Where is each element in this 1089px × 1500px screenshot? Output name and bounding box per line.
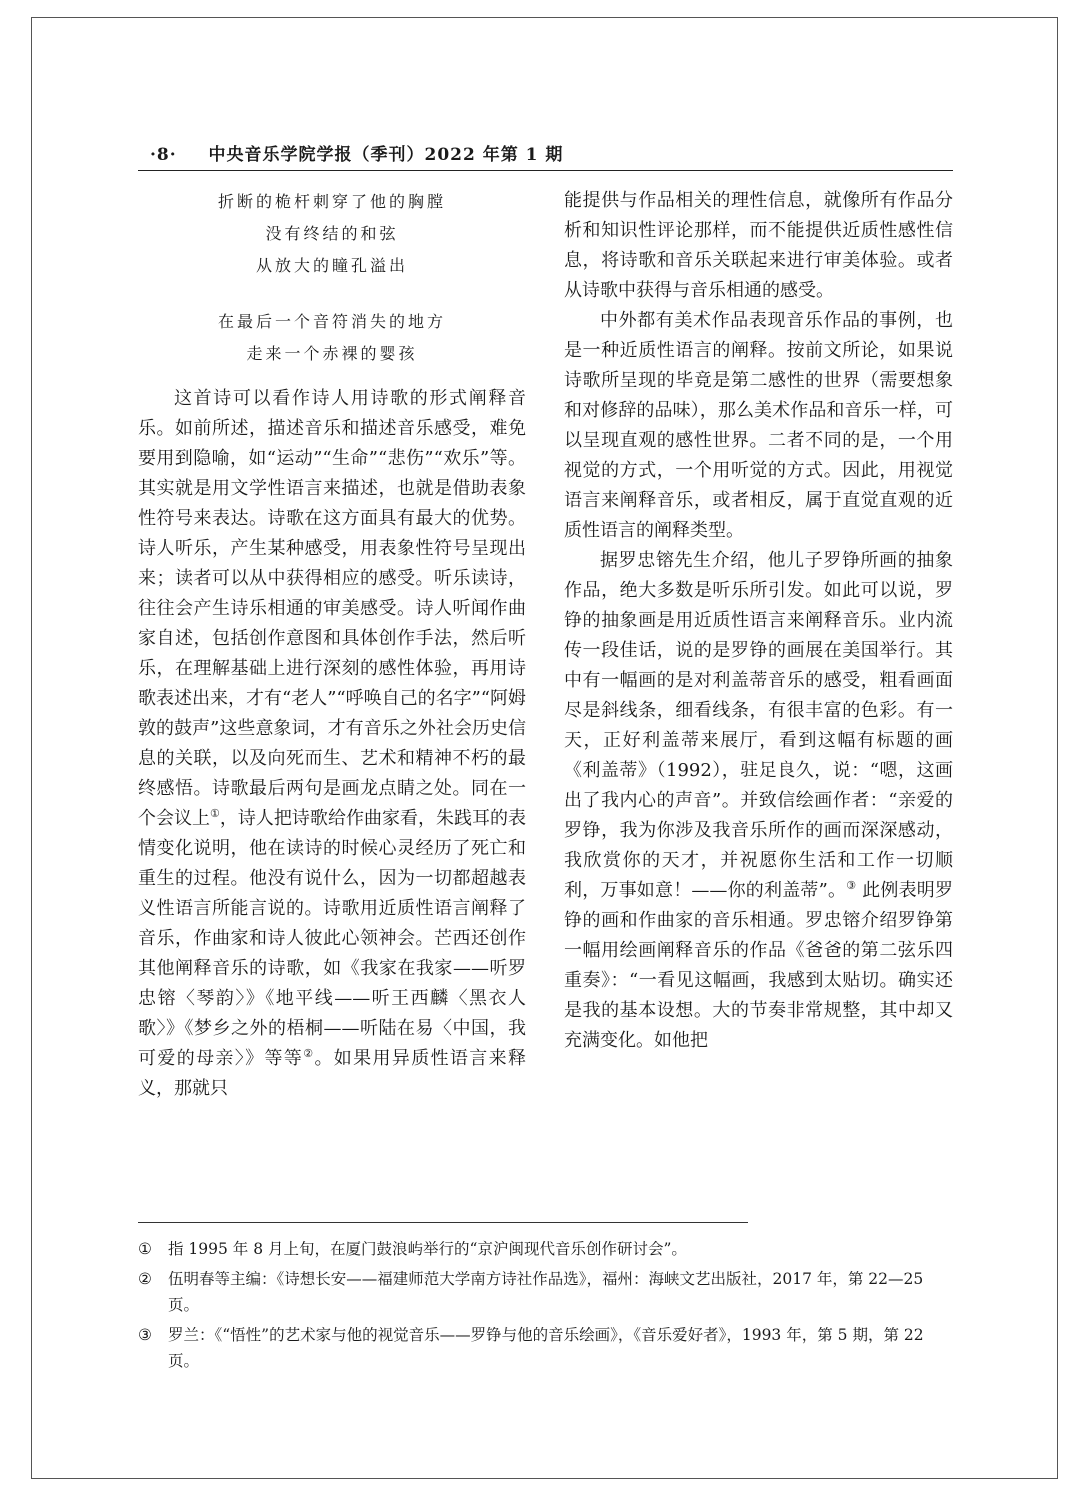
footnote-mark: ① [138, 1240, 152, 1258]
footnote-mark: ③ [138, 1326, 152, 1344]
poem-line: 走来一个赤裸的婴孩 [246, 344, 418, 363]
page-number: ·8· [150, 145, 177, 165]
footnote-text: 伍明春等主编：《诗想长安——福建师范大学南方诗社作品选》，福州：海峡文艺出版社，2017 年，第 22—25 页。 [168, 1270, 924, 1314]
poem [138, 186, 526, 370]
header-rule [138, 170, 953, 171]
running-header [150, 140, 563, 165]
right-column [564, 186, 953, 1056]
footnote-text: 罗兰：《“悟性”的艺术家与他的视觉音乐——罗铮与他的音乐绘画》，《音乐爱好者》，1993 年，第 5 期，第 22 页。 [168, 1326, 924, 1370]
body-paragraph: 这首诗可以看作诗人用诗歌的形式阐释音乐。如前所述，描述音乐和描述音乐感受，难免要用到隐喻，如“运动”“生命”“悲伤”“欢乐”等。其实就是用文学性语言来描述，也就是借助表象性符号来表达。诗歌在这方面具有最大的优势。诗人听乐，产生某种感受，用表象性符号呈现出来；读者可以从中获得相应的感受。听乐读诗，往往会产生诗乐相通的审美感受。诗人听闻作曲家自述，包括创作意图和具体创作手法，然后听乐，在理解基础上进行深刻的感性体验，再用诗歌表述出来，才有“老人”“呼唤自己的名字”“阿姆敦的鼓声”这些意象词，才有音乐之外社会历史信息的关联，以及向死而生、艺术和精神不朽的最终感悟。诗歌最后两句是画龙点睛之处。同在一个会议上①，诗人把诗歌给作曲家看，朱践耳的表情变化说明，他在读诗的时候心灵经历了死亡和重生的过程。他没有说什么，因为一切都超越表义性语言所能言说的。诗歌用近质性语言阐释了音乐，作曲家和诗人彼此心领神会。芒西还创作其他阐释音乐的诗歌，如《我家在我家——听罗忠镕〈琴韵〉》《地平线——听王西麟〈黑衣人歌〉》《梦乡之外的梧桐——听陆在易〈中国，我可爱的母亲〉》等等②。如果用异质性语言来释义，那就只 [138, 388, 527, 1099]
footnote-ref[interactable]: ① [210, 807, 220, 820]
journal-title: 中央音乐学院学报（季刊）2022 年第 1 期 [208, 145, 564, 165]
body-paragraph: 能提供与作品相关的理性信息，就像所有作品分析和知识性评论那样，而不能提供近质性感性信息，将诗歌和音乐关联起来进行审美体验。或者从诗歌中获得与音乐相通的感受。 [564, 190, 953, 301]
footnote-text: 指 1995 年 8 月上旬，在厦门鼓浪屿举行的“京沪闽现代音乐创作研讨会”。 [168, 1240, 687, 1258]
left-column [138, 186, 526, 1104]
footnote-ref[interactable]: ② [303, 1047, 315, 1060]
poem-line: 在最后一个音符消失的地方 [217, 312, 446, 331]
footnotes [138, 1236, 953, 1378]
footnote-rule [138, 1222, 748, 1223]
footnote [138, 1322, 953, 1374]
body-paragraph: 中外都有美术作品表现音乐作品的事例，也是一种近质性语言的阐释。按前文所论，如果说诗歌所呈现的毕竟是第二感性的世界（需要想象和对修辞的品味），那么美术作品和音乐一样，可以呈现直观的感性世界。二者不同的是，一个用视觉的方式，一个用听觉的方式。因此，用视觉语言来阐释音乐，或者相反，属于直觉直观的近质性语言的阐释类型。 [564, 310, 953, 541]
poem-line: 没有终结的和弦 [265, 224, 399, 243]
footnote-ref[interactable]: ③ [846, 879, 857, 892]
footnote [138, 1266, 953, 1318]
poem-line: 折断的桅杆刺穿了他的胸膛 [217, 192, 446, 211]
footnote-mark: ② [138, 1270, 152, 1288]
poem-line: 从放大的瞳孔溢出 [255, 256, 408, 275]
footnote [138, 1236, 953, 1262]
body-paragraph: 据罗忠镕先生介绍，他儿子罗铮所画的抽象作品，绝大多数是听乐所引发。如此可以说，罗铮的抽象画是用近质性语言来阐释音乐。业内流传一段佳话，说的是罗铮的画展在美国举行。其中有一幅画的是对利盖蒂音乐的感受，粗看画面尽是斜线条，细看线条，有很丰富的色彩。有一天，正好利盖蒂来展厅，看到这幅有标题的画《利盖蒂》（1992），驻足良久，说：“嗯，这画出了我内心的声音”。并致信绘画作者：“亲爱的罗铮，我为你涉及我音乐所作的画而深深感动，我欣赏你的天才，并祝愿你生活和工作一切顺利，万事如意！——你的利盖蒂”。③ 此例表明罗铮的画和作曲家的音乐相通。罗忠镕介绍罗铮第一幅用绘画阐释音乐的作品《爸爸的第二弦乐四重奏》：“一看见这幅画，我感到太贴切。确实还是我的基本设想。大的节奏非常规整，其中却又充满变化。如他把 [564, 550, 953, 1051]
